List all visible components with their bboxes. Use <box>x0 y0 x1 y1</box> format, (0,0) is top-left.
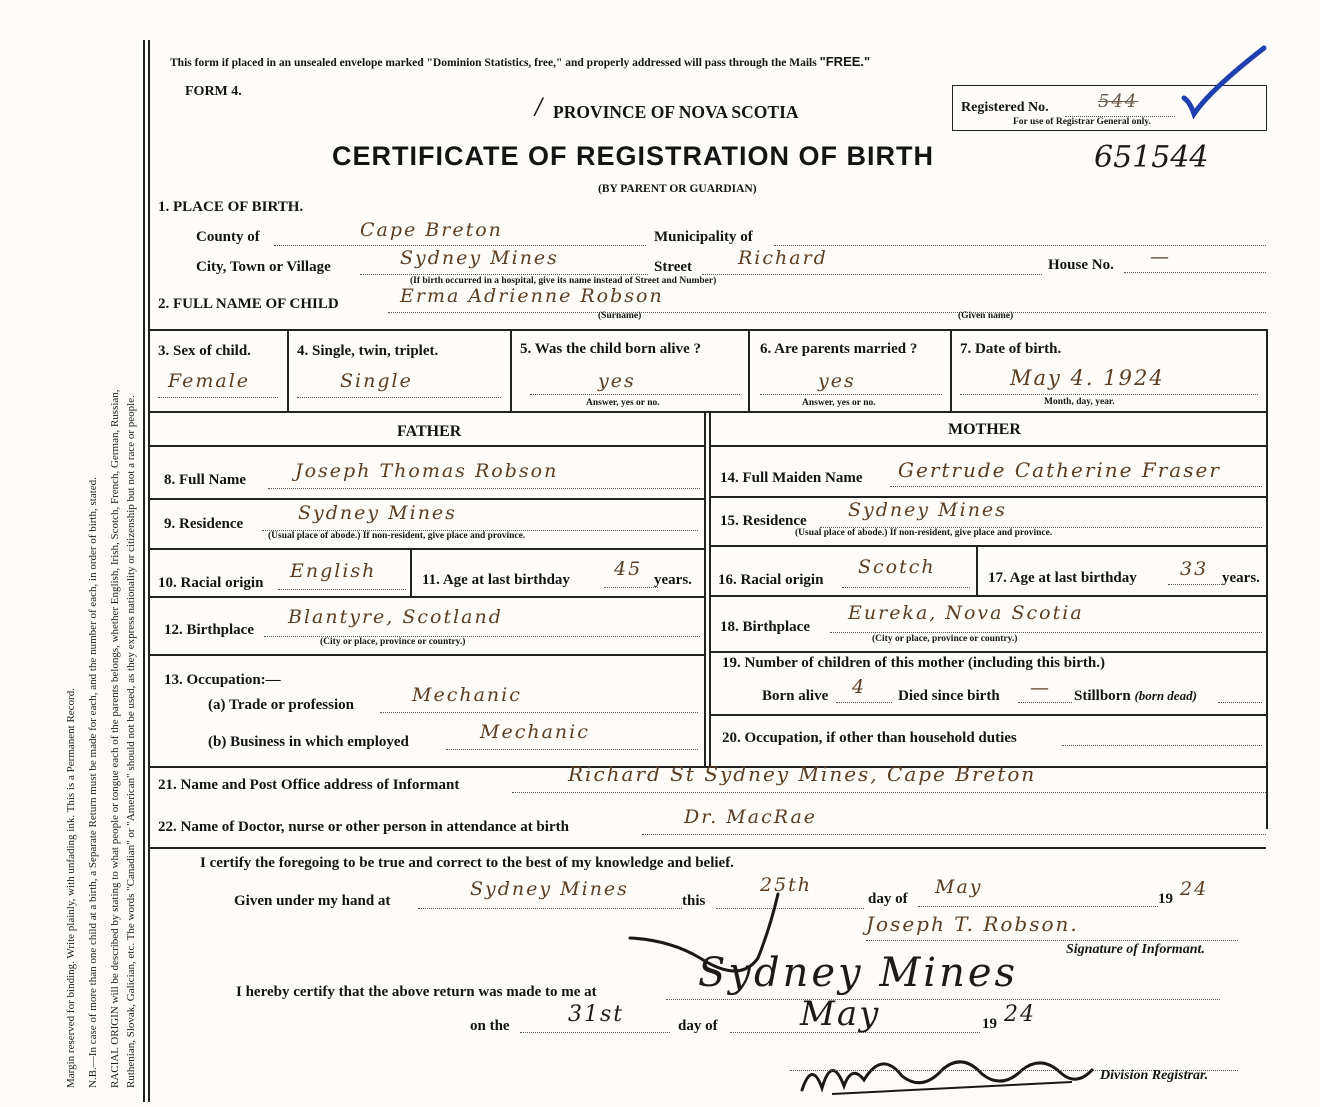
given-month-value: May <box>935 876 983 898</box>
postal-notice: This form if placed in an unsealed envelope marked "Dominion Statistics, free," and properly addressed will pass through the Mails "FREE." <box>170 54 871 69</box>
municipality-label: Municipality of <box>654 229 753 245</box>
mother-heading: MOTHER <box>948 421 1021 438</box>
child-name-value: Erma Adrienne Robson <box>400 285 664 307</box>
this-label: this <box>682 893 706 909</box>
trade-value: Mechanic <box>412 684 522 706</box>
certificate-subtitle: (BY PARENT OR GUARDIAN) <box>598 183 757 195</box>
informant-signature-label: Signature of Informant. <box>1066 942 1205 957</box>
house-number-value: — <box>1150 246 1171 268</box>
registrar-note: For use of Registrar General only. <box>1013 117 1151 127</box>
father-age-value: 45 <box>614 558 643 580</box>
margin-note-racial-origin-1: RACIAL ORIGIN will be described by stating to what people or tongue each of the parents belongs, whether English, Irish, Scotch, French, German, Russian, <box>109 389 121 1088</box>
plurality-value: Single <box>340 370 413 392</box>
house-number-label: House No. <box>1048 257 1114 273</box>
died-label: Died since birth <box>898 688 1000 704</box>
day-of-label: day of <box>868 891 908 907</box>
division-registrar-label: Division Registrar. <box>1100 1068 1209 1083</box>
date-of-birth-value: May 4. 1924 <box>1010 366 1165 390</box>
father-residence-value: Sydney Mines <box>298 502 457 524</box>
given-under-hand-label: Given under my hand at <box>234 893 391 909</box>
doctor-value: Dr. MacRae <box>684 806 818 828</box>
mother-name-value: Gertrude Catherine Fraser <box>898 458 1221 482</box>
born-alive-count-label: Born alive <box>762 688 829 704</box>
children-count-label: 19. Number of children of this mother (including this birth.) <box>722 655 1105 671</box>
child-name-label: 2. FULL NAME OF CHILD <box>158 296 339 312</box>
father-residence-label: 9. Residence <box>164 516 244 532</box>
registration-year-value: 24 <box>1004 1002 1036 1027</box>
surname-note: (Surname) <box>598 311 642 321</box>
street-value: Richard <box>738 247 828 269</box>
registration-place-value: Sydney Mines <box>698 950 1019 996</box>
registered-value: 544 <box>1098 91 1139 112</box>
sex-value: Female <box>168 370 251 392</box>
born-alive-label: 5. Was the child born alive ? <box>520 341 701 357</box>
given-year-value: 24 <box>1180 878 1209 900</box>
registered-label: Registered No. <box>961 100 1049 115</box>
certificate-title: CERTIFICATE OF REGISTRATION OF BIRTH <box>332 141 934 171</box>
form-number: FORM 4. <box>185 84 242 99</box>
mother-birthplace-note: (City or place, province or country.) <box>872 634 1018 644</box>
mother-name-label: 14. Full Maiden Name <box>720 470 863 486</box>
informant-address-value: Richard St Sydney Mines, Cape Breton <box>568 762 1037 786</box>
given-name-note: (Given name) <box>958 311 1014 321</box>
given-year-prefix: 19 <box>1158 891 1173 907</box>
trade-label: (a) Trade or profession <box>208 697 354 713</box>
father-name-value: Joseph Thomas Robson <box>295 460 559 482</box>
mother-years-label: years. <box>1222 570 1260 586</box>
certification-statement: I certify the foregoing to be true and correct to the best of my knowledge and belief. <box>200 855 734 871</box>
registrar-signature-icon <box>792 1040 1102 1104</box>
certificate-number: 651544 <box>1094 140 1209 175</box>
parents-married-value: yes <box>818 370 856 392</box>
father-birthplace-value: Blantyre, Scotland <box>288 606 503 628</box>
registrar-statement: I hereby certify that the above return was made to me at <box>236 984 597 1000</box>
check-tick: / <box>535 95 545 120</box>
blue-check-mark-icon <box>1180 40 1270 120</box>
died-value: — <box>1030 677 1051 699</box>
father-years-label: years. <box>654 572 692 588</box>
place-of-birth-label: 1. PLACE OF BIRTH. <box>158 199 304 215</box>
mother-residence-note: (Usual place of abode.) If non-resident, give place and province. <box>795 528 1053 538</box>
sex-label: 3. Sex of child. <box>158 343 251 359</box>
county-value: Cape Breton <box>360 219 503 241</box>
mother-birthplace-label: 18. Birthplace <box>720 619 810 635</box>
on-the-label: on the <box>470 1018 510 1034</box>
father-birthplace-label: 12. Birthplace <box>164 622 254 638</box>
father-occupation-label: 13. Occupation:— <box>164 672 281 688</box>
city-label: City, Town or Village <box>196 259 331 275</box>
margin-note-binding: Margin reserved for binding. Write plainly, with unfading ink. This is a Permanent Record. <box>65 688 77 1088</box>
doctor-label: 22. Name of Doctor, nurse or other person in attendance at birth <box>158 819 569 835</box>
father-race-value: English <box>290 560 377 582</box>
father-birthplace-note: (City or place, province or country.) <box>320 637 466 647</box>
county-label: County of <box>196 229 260 245</box>
province-heading: PROVINCE OF NOVA SCOTIA <box>553 102 799 122</box>
row-divider <box>148 329 1266 331</box>
given-place-value: Sydney Mines <box>470 878 629 900</box>
born-alive-value: yes <box>598 370 636 392</box>
parents-married-label: 6. Are parents married ? <box>760 341 918 357</box>
left-border-line-inner <box>148 40 150 1102</box>
father-heading: FATHER <box>397 423 462 440</box>
plurality-label: 4. Single, twin, triplet. <box>297 343 439 359</box>
hospital-note: (If birth occurred in a hospital, give its name instead of Street and Number) <box>410 276 717 286</box>
born-alive-count-value: 4 <box>852 676 867 698</box>
date-of-birth-label: 7. Date of birth. <box>960 341 1062 357</box>
registration-day-value: 31st <box>568 1002 625 1027</box>
left-border-line <box>143 40 145 1102</box>
informant-label: 21. Name and Post Office address of Informant <box>158 777 460 793</box>
dob-note: Month, day, year. <box>1044 397 1115 407</box>
mother-birthplace-value: Eureka, Nova Scotia <box>848 602 1084 624</box>
city-value: Sydney Mines <box>400 247 559 269</box>
street-label: Street <box>654 259 693 275</box>
mother-residence-label: 15. Residence <box>720 513 807 529</box>
answer-note-married: Answer, yes or no. <box>802 398 876 408</box>
mother-age-value: 33 <box>1180 558 1209 580</box>
mother-race-label: 16. Racial origin <box>718 572 824 588</box>
answer-note-alive: Answer, yes or no. <box>586 398 660 408</box>
reg-day-of-label: day of <box>678 1018 718 1034</box>
registration-month-value: May <box>800 994 881 1034</box>
mother-occupation-label: 20. Occupation, if other than household duties <box>722 730 1017 746</box>
mother-age-label: 17. Age at last birthday <box>988 570 1137 586</box>
row-divider <box>148 411 1266 413</box>
business-value: Mechanic <box>480 721 590 743</box>
father-name-label: 8. Full Name <box>164 472 247 488</box>
mother-residence-value: Sydney Mines <box>848 499 1007 521</box>
informant-signature: Joseph T. Robson. <box>866 912 1079 936</box>
father-race-label: 10. Racial origin <box>158 575 264 591</box>
father-residence-note: (Usual place of abode.) If non-resident, give place and province. <box>268 531 526 541</box>
reg-year-prefix: 19 <box>982 1016 997 1032</box>
father-age-label: 11. Age at last birthday <box>422 572 570 588</box>
margin-note-multiple-births: N.B.—In case of more than one child at a birth, a Separate Return must be made for each, and the number of each, in order of birth, stated. <box>87 477 99 1088</box>
given-day-value: 25th <box>760 874 813 896</box>
stillborn-label: Stillborn (born dead) <box>1074 688 1197 704</box>
mother-race-value: Scotch <box>858 556 936 578</box>
business-label: (b) Business in which employed <box>208 734 409 750</box>
margin-note-racial-origin-2: Ruthenian, Slovak, Galician, etc. The words "Canadian" or "American" should not be used, as they express nationality or citizenship but not a race or people. <box>125 395 137 1088</box>
